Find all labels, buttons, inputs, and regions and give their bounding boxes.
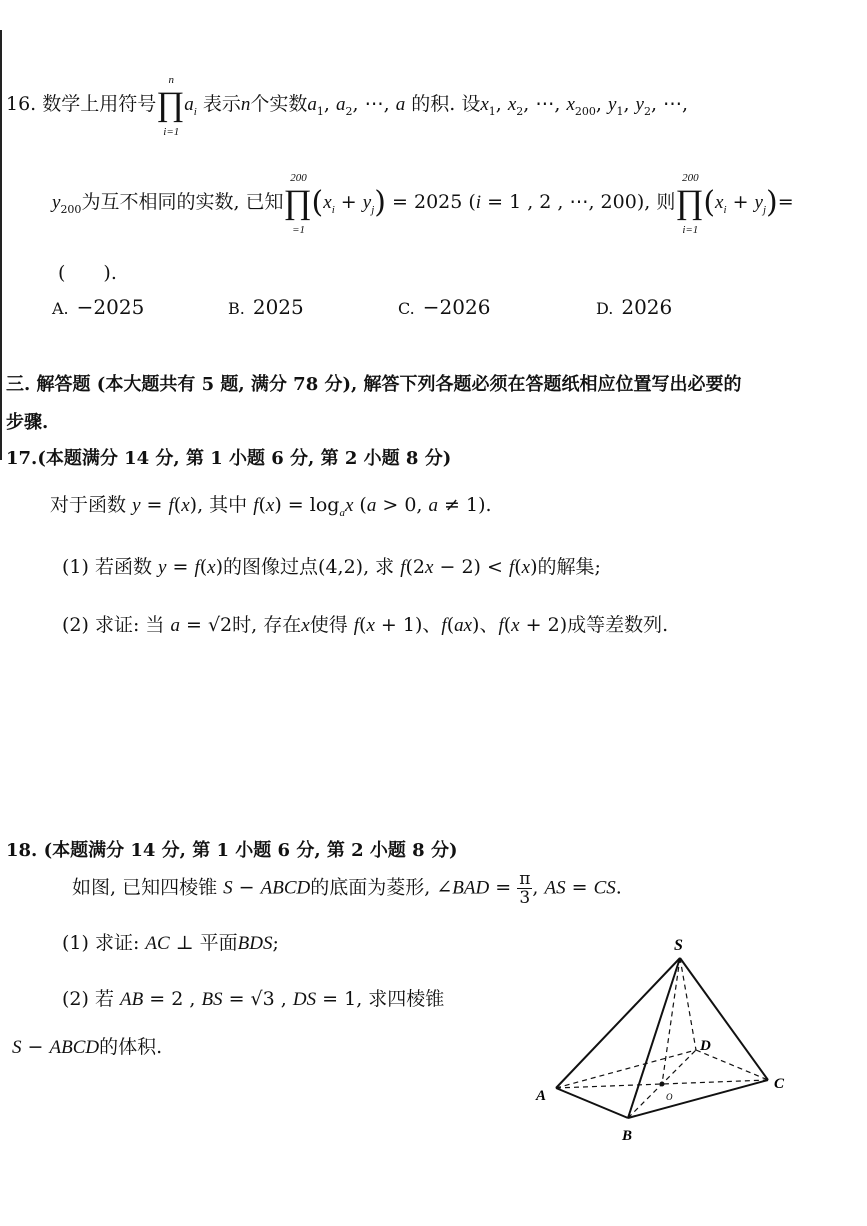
label-d: D	[700, 1038, 711, 1054]
edge-bc	[628, 1080, 768, 1118]
option-a[interactable]: A. −2025	[52, 295, 145, 319]
label-c: C	[774, 1076, 785, 1092]
option-b[interactable]: B. 2025	[228, 295, 304, 319]
q16-text-2d: =	[777, 191, 794, 213]
q17-text-p2d: 成等差数列.	[567, 614, 669, 636]
q17-part2: (2) 求证: 当 a = √2时, 存在x使得 f(x + 1)、f(ax)、f(x + 2)成等差数列.	[62, 614, 669, 636]
q18-part1: (1) 求证: AC ⊥ 平面BDS;	[62, 932, 279, 954]
q16-text-1b: 表示	[202, 93, 241, 115]
q18-intro: 如图, 已知四棱锥 S − ABCD的底面为菱形, ∠BAD = $\frac{\pi}{3}$ , AS = CS.	[72, 869, 622, 908]
product-symbol: ∏ n i=1	[156, 74, 185, 138]
q16-text-2b: = 2025 (	[392, 191, 476, 213]
edge-sd	[680, 958, 696, 1050]
q16-bracket: ( ).	[58, 262, 117, 284]
q17-text-p1a: (1) 若函数	[62, 556, 152, 578]
label-o: O	[666, 1092, 673, 1102]
q17-text-p1b: 的图像过点	[223, 556, 319, 578]
edge-so	[662, 958, 680, 1084]
q18-text-p2a: (2) 若	[62, 988, 114, 1010]
point-o	[660, 1082, 665, 1087]
q16-line1: 16. 数学上用符号 ∏ n i=1 $a_i$ 表示n个实数$a_1$, $a_2$, ⋯, a 的积. 设$x_1$, $x_2$, ⋯, $x_{200}$, $y_1$, $y_2$, ⋯,	[6, 74, 689, 138]
q16-line2: $y_{200}$为互不相同的实数, 已知 ∏ 200 =1 $(x_i + y_j) = 2025$ (i = 1 , 2 , ⋯, 200), 则 ∏ 200 i=1 $(x_i + y_j)=$	[52, 172, 794, 236]
q17-header: 17.(本题满分 14 分, 第 1 小题 6 分, 第 2 小题 8 分)	[6, 448, 452, 469]
q18-part2: (2) 若 AB = 2 , BS = √3 , DS = 1, 求四棱锥	[62, 988, 445, 1010]
q16-text-2a: 为互不相同的实数, 已知	[81, 191, 284, 213]
label-b: B	[622, 1128, 633, 1144]
edge-sa	[556, 958, 680, 1088]
product-symbol: ∏ 200 =1	[283, 172, 312, 236]
q17-intro: 对于函数 y = f(x), 其中 $f(x) = \log_ax$ (a > 0, a ≠ 1).	[50, 494, 492, 519]
option-d[interactable]: D. 2026	[596, 295, 673, 319]
q18-text-p1b: 平面	[199, 932, 238, 954]
section3-heading: 三. 解答题 (本大题共有 5 题, 满分 78 分), 解答下列各题必须在答题纸相应位置写出必要的	[6, 374, 742, 395]
q17-text-p1c: , 求	[363, 556, 395, 578]
q17-text-p2a: (2) 求证: 当	[62, 614, 165, 636]
q16-number: 16.	[6, 93, 37, 115]
q16-text-1d: 的积. 设	[411, 93, 481, 115]
q16-text-1c: 个实数	[250, 93, 308, 115]
q18-part2-cont: S − ABCD的体积.	[12, 1036, 163, 1058]
q18-text-p2b: , 求四棱锥	[356, 988, 445, 1010]
q16-text-2c: = 1 , 2 , ⋯, 200), 则	[487, 191, 676, 213]
page-left-edge	[0, 30, 2, 460]
q17-text-intro-a: 对于函数	[50, 494, 127, 516]
q18-text-intro-b: 的底面为菱形,	[310, 876, 431, 899]
q18-text-p2c: 的体积.	[99, 1036, 163, 1058]
q18-text-p1a: (1) 求证:	[62, 932, 140, 954]
q18-text-intro-a: 如图, 已知四棱锥	[72, 876, 218, 899]
option-c[interactable]: C. −2026	[398, 295, 491, 319]
q17-text-p2c: 使得	[309, 614, 348, 636]
section3-heading-cont: 步骤.	[6, 412, 49, 433]
fraction-pi-over-3: $\frac{\pi}{3}$	[519, 869, 531, 908]
product-symbol: ∏ 200 i=1	[675, 172, 704, 236]
label-s: S	[674, 937, 683, 954]
edge-ad	[556, 1050, 696, 1088]
q17-text-p1d: 的解集;	[537, 556, 601, 578]
pyramid-figure	[530, 930, 800, 1150]
q17-text-p2b: 时, 存在	[232, 614, 302, 636]
edge-ab	[556, 1088, 628, 1118]
q16-text-1a: 数学上用符号	[42, 93, 157, 115]
q18-header: 18. (本题满分 14 分, 第 1 小题 6 分, 第 2 小题 8 分)	[6, 840, 458, 861]
q17-text-intro-b: , 其中	[197, 494, 248, 516]
label-a: A	[536, 1088, 547, 1104]
q17-part1: (1) 若函数 y = f(x)的图像过点(4,2), 求 f(2x − 2) < f(x)的解集;	[62, 556, 601, 578]
